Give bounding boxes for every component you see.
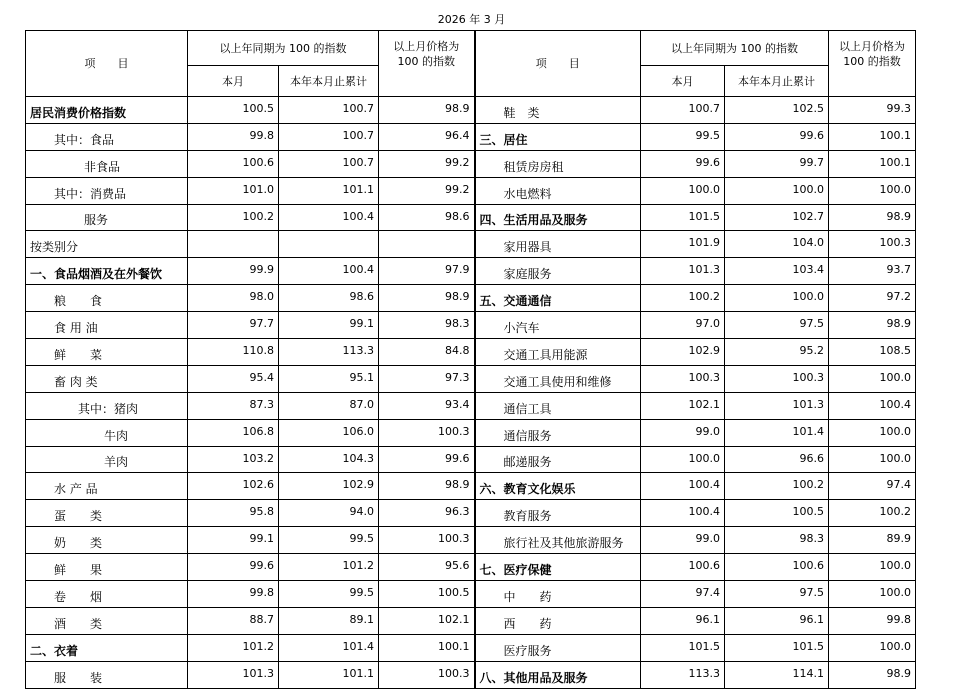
left-yoy-value: 99.6 [188,554,279,581]
left-item-label: 卷 烟 [26,581,188,608]
right-ytd-value: 100.0 [725,177,829,204]
right-ytd-value: 96.1 [725,607,829,634]
left-mom-value: 96.4 [379,123,475,150]
right-item-label: 通信服务 [475,419,641,446]
left-ytd-value: 102.9 [279,473,379,500]
table-row [26,285,916,312]
right-mom-value: 100.0 [829,177,916,204]
table-row [26,446,916,473]
left-yoy-value [188,231,279,258]
left-yoy-value: 99.8 [188,581,279,608]
yoy-group-header-right: 以上年同期为 100 的指数 [641,31,829,66]
current-month-header-right: 本月 [641,66,725,97]
right-item-label: 小汽车 [475,312,641,339]
left-mom-value: 97.9 [379,258,475,285]
item-header-left: 项 目 [26,31,188,97]
left-yoy-value: 106.8 [188,419,279,446]
left-yoy-value: 95.4 [188,365,279,392]
right-item-label: 家用器具 [475,231,641,258]
table-row [26,419,916,446]
left-mom-value: 100.3 [379,527,475,554]
left-mom-value: 99.2 [379,150,475,177]
left-mom-value: 93.4 [379,392,475,419]
right-item-label: 邮递服务 [475,446,641,473]
left-item-label: 粮 食 [26,285,188,312]
right-ytd-value: 96.6 [725,446,829,473]
ytd-header-right: 本年本月止累计 [725,66,829,97]
right-mom-value: 93.7 [829,258,916,285]
right-ytd-value: 95.2 [725,339,829,366]
right-mom-value: 98.9 [829,661,916,688]
left-mom-value: 98.9 [379,285,475,312]
right-yoy-value: 100.0 [641,446,725,473]
right-mom-value: 100.1 [829,150,916,177]
left-item-label: 其中：猪肉 [26,392,188,419]
left-item-label: 按类别分 [26,231,188,258]
left-ytd-value: 100.4 [279,258,379,285]
right-mom-value: 100.1 [829,123,916,150]
table-row [26,258,916,285]
table-row [26,123,916,150]
left-ytd-value: 113.3 [279,339,379,366]
left-mom-value: 100.1 [379,634,475,661]
right-mom-value: 97.2 [829,285,916,312]
left-yoy-value: 99.1 [188,527,279,554]
left-item-label: 鲜 菜 [26,339,188,366]
left-item-label: 二、衣着 [26,634,188,661]
left-yoy-value: 110.8 [188,339,279,366]
left-item-label: 其中：消费品 [26,177,188,204]
right-ytd-value: 114.1 [725,661,829,688]
right-item-label: 教育服务 [475,500,641,527]
right-yoy-value: 100.4 [641,473,725,500]
right-ytd-value: 103.4 [725,258,829,285]
right-ytd-value: 101.3 [725,392,829,419]
right-yoy-value: 101.5 [641,634,725,661]
right-yoy-value: 102.1 [641,392,725,419]
left-item-label: 畜 肉 类 [26,365,188,392]
table-row [26,392,916,419]
right-mom-value: 100.0 [829,554,916,581]
right-yoy-value: 100.2 [641,285,725,312]
right-yoy-value: 102.9 [641,339,725,366]
ytd-header-left: 本年本月止累计 [279,66,379,97]
left-ytd-value: 101.4 [279,634,379,661]
left-mom-value: 98.6 [379,204,475,231]
left-yoy-value: 100.5 [188,97,279,124]
left-yoy-value: 98.0 [188,285,279,312]
left-mom-value: 102.1 [379,607,475,634]
left-mom-value: 100.3 [379,419,475,446]
right-ytd-value: 101.5 [725,634,829,661]
table-row [26,473,916,500]
right-yoy-value: 99.5 [641,123,725,150]
table-row [26,365,916,392]
left-ytd-value: 101.1 [279,177,379,204]
right-item-label: 五、交通通信 [475,285,641,312]
right-ytd-value: 101.4 [725,419,829,446]
left-mom-value [379,231,475,258]
right-item-label: 四、生活用品及服务 [475,204,641,231]
left-yoy-value: 99.9 [188,258,279,285]
left-ytd-value: 100.7 [279,150,379,177]
table-row [26,339,916,366]
left-item-label: 蛋 类 [26,500,188,527]
right-yoy-value: 101.5 [641,204,725,231]
right-yoy-value: 99.6 [641,150,725,177]
left-item-label: 非食品 [26,150,188,177]
left-yoy-value: 97.7 [188,312,279,339]
left-ytd-value: 101.1 [279,661,379,688]
table-row [26,312,916,339]
left-mom-value: 84.8 [379,339,475,366]
left-ytd-value: 99.5 [279,581,379,608]
table-row [26,204,916,231]
table-row [26,581,916,608]
left-mom-value: 100.5 [379,581,475,608]
right-mom-value: 108.5 [829,339,916,366]
left-ytd-value: 94.0 [279,500,379,527]
left-ytd-value: 98.6 [279,285,379,312]
right-mom-value: 99.3 [829,97,916,124]
left-yoy-value: 103.2 [188,446,279,473]
right-item-label: 租赁房房租 [475,150,641,177]
right-item-label: 中 药 [475,581,641,608]
left-yoy-value: 101.0 [188,177,279,204]
left-ytd-value [279,231,379,258]
table-row [26,500,916,527]
right-yoy-value: 101.3 [641,258,725,285]
left-ytd-value: 95.1 [279,365,379,392]
left-item-label: 服务 [26,204,188,231]
right-mom-value: 98.9 [829,312,916,339]
item-header-right: 项 目 [475,31,641,97]
right-yoy-value: 97.0 [641,312,725,339]
left-mom-value: 95.6 [379,554,475,581]
right-yoy-value: 99.0 [641,527,725,554]
table-row [26,607,916,634]
left-ytd-value: 99.5 [279,527,379,554]
left-yoy-value: 102.6 [188,473,279,500]
left-ytd-value: 89.1 [279,607,379,634]
right-ytd-value: 99.6 [725,123,829,150]
left-mom-value: 97.3 [379,365,475,392]
right-yoy-value: 100.6 [641,554,725,581]
left-yoy-value: 95.8 [188,500,279,527]
mom-header-left: 以上月价格为 100 的指数 [379,31,475,97]
left-ytd-value: 101.2 [279,554,379,581]
right-mom-value: 100.0 [829,365,916,392]
left-mom-value: 98.9 [379,473,475,500]
right-item-label: 医疗服务 [475,634,641,661]
left-yoy-value: 87.3 [188,392,279,419]
left-item-label: 一、食品烟酒及在外餐饮 [26,258,188,285]
left-mom-value: 99.6 [379,446,475,473]
right-ytd-value: 98.3 [725,527,829,554]
right-mom-value: 98.9 [829,204,916,231]
left-yoy-value: 99.8 [188,123,279,150]
left-item-label: 食 用 油 [26,312,188,339]
right-ytd-value: 99.7 [725,150,829,177]
right-item-label: 六、教育文化娱乐 [475,473,641,500]
right-mom-value: 100.0 [829,634,916,661]
left-mom-value: 99.2 [379,177,475,204]
yoy-group-header-left: 以上年同期为 100 的指数 [188,31,379,66]
left-yoy-value: 100.2 [188,204,279,231]
table-row [26,231,916,258]
right-item-label: 三、居住 [475,123,641,150]
right-ytd-value: 104.0 [725,231,829,258]
right-ytd-value: 100.0 [725,285,829,312]
report-date-title: 2026 年 3 月 [437,13,506,26]
left-mom-value: 98.9 [379,97,475,124]
right-ytd-value: 102.5 [725,97,829,124]
right-mom-value: 97.4 [829,473,916,500]
right-yoy-value: 100.3 [641,365,725,392]
right-item-label: 七、医疗保健 [475,554,641,581]
right-ytd-value: 97.5 [725,581,829,608]
right-yoy-value: 100.0 [641,177,725,204]
right-ytd-value: 100.6 [725,554,829,581]
left-mom-value: 98.3 [379,312,475,339]
right-ytd-value: 100.3 [725,365,829,392]
left-item-label: 鲜 果 [26,554,188,581]
right-item-label: 西 药 [475,607,641,634]
table-body [26,97,916,689]
table-row [26,527,916,554]
right-mom-value: 89.9 [829,527,916,554]
left-ytd-value: 100.4 [279,204,379,231]
left-ytd-value: 99.1 [279,312,379,339]
right-item-label: 八、其他用品及服务 [475,661,641,688]
left-yoy-value: 88.7 [188,607,279,634]
left-item-label: 其中：食品 [26,123,188,150]
left-item-label: 服 装 [26,661,188,688]
left-ytd-value: 104.3 [279,446,379,473]
right-item-label: 旅行社及其他旅游服务 [475,527,641,554]
right-ytd-value: 100.2 [725,473,829,500]
right-yoy-value: 113.3 [641,661,725,688]
table-row [26,177,916,204]
right-mom-value: 100.0 [829,419,916,446]
left-yoy-value: 101.2 [188,634,279,661]
right-mom-value: 100.3 [829,231,916,258]
right-item-label: 交通工具使用和维修 [475,365,641,392]
left-item-label: 居民消费价格指数 [26,97,188,124]
right-item-label: 交通工具用能源 [475,339,641,366]
left-ytd-value: 106.0 [279,419,379,446]
cpi-table [25,30,916,689]
right-mom-value: 99.8 [829,607,916,634]
right-yoy-value: 100.7 [641,97,725,124]
left-item-label: 牛肉 [26,419,188,446]
right-yoy-value: 101.9 [641,231,725,258]
table-row [26,661,916,688]
left-item-label: 羊肉 [26,446,188,473]
table-row [26,634,916,661]
table-row [26,97,916,124]
table-row [26,150,916,177]
left-mom-value: 96.3 [379,500,475,527]
left-yoy-value: 101.3 [188,661,279,688]
right-item-label: 家庭服务 [475,258,641,285]
right-yoy-value: 99.0 [641,419,725,446]
right-mom-value: 100.0 [829,446,916,473]
table-row [26,554,916,581]
right-item-label: 通信工具 [475,392,641,419]
left-ytd-value: 100.7 [279,123,379,150]
left-ytd-value: 87.0 [279,392,379,419]
right-item-label: 水电燃料 [475,177,641,204]
mom-header-right: 以上月价格为 100 的指数 [829,31,916,97]
right-ytd-value: 100.5 [725,500,829,527]
left-item-label: 水 产 品 [26,473,188,500]
right-ytd-value: 102.7 [725,204,829,231]
right-item-label: 鞋 类 [475,97,641,124]
current-month-header-left: 本月 [188,66,279,97]
right-mom-value: 100.4 [829,392,916,419]
left-item-label: 酒 类 [26,607,188,634]
left-yoy-value: 100.6 [188,150,279,177]
right-ytd-value: 97.5 [725,312,829,339]
right-mom-value: 100.2 [829,500,916,527]
right-yoy-value: 100.4 [641,500,725,527]
left-ytd-value: 100.7 [279,97,379,124]
right-yoy-value: 96.1 [641,607,725,634]
right-mom-value: 100.0 [829,581,916,608]
left-item-label: 奶 类 [26,527,188,554]
right-yoy-value: 97.4 [641,581,725,608]
left-mom-value: 100.3 [379,661,475,688]
